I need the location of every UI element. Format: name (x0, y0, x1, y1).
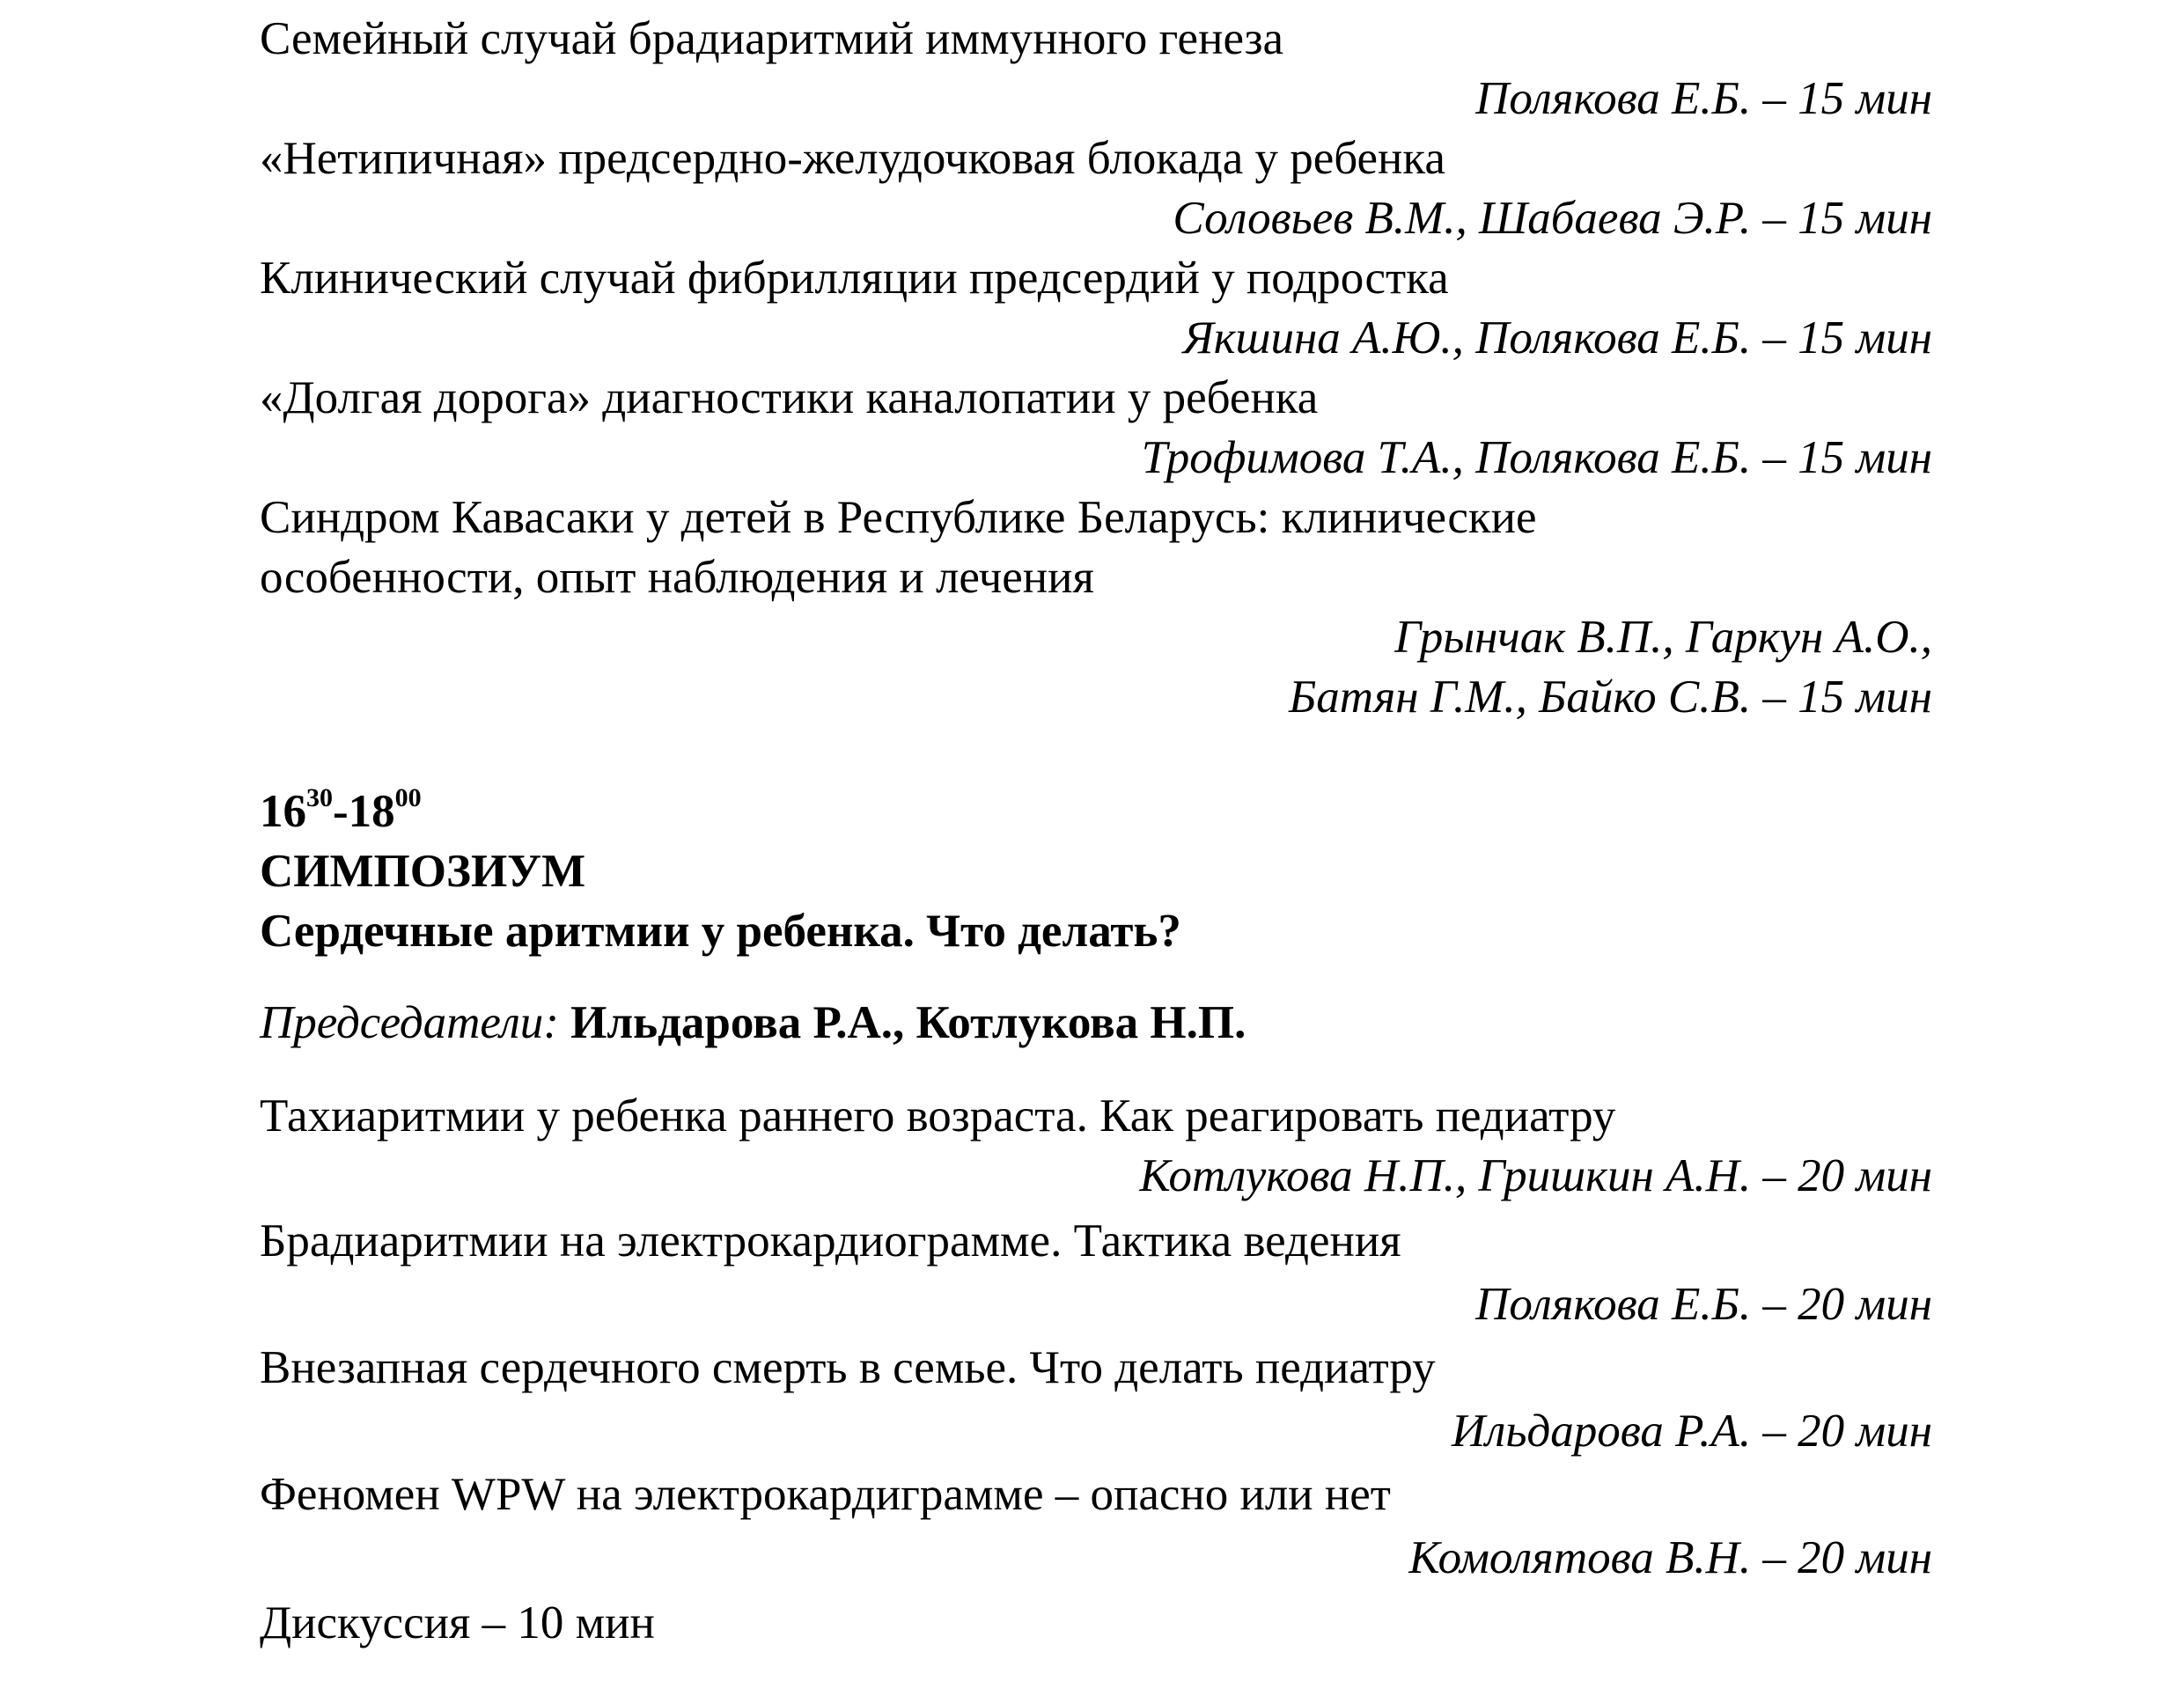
symposium-type: СИМПОЗИУМ (260, 846, 586, 897)
talk-title: Клинический случай фибрилляции предсердий у подростка (260, 253, 1449, 304)
talk-authors: Котлукова Н.П., Гришкин А.Н. – 20 мин (1139, 1150, 1932, 1201)
talk-authors: Комолятова В.Н. – 20 мин (1408, 1532, 1932, 1583)
talk-authors-line2: Батян Г.М., Байко С.В. – 15 мин (1288, 672, 1932, 723)
time-start-min: 30 (306, 783, 333, 813)
discussion: Дискуссия – 10 мин (260, 1597, 655, 1648)
talk-title: Брадиаритмии на электрокардиограмме. Тактика ведения (260, 1215, 1401, 1266)
talk-authors: Полякова Е.Б. – 15 мин (1475, 73, 1932, 124)
talk-title: Внезапная сердечного смерть в семье. Что делать педиатру (260, 1342, 1436, 1393)
talk-title: Тахиаритмии у ребенка раннего возраста. Как реагировать педиатру (260, 1090, 1616, 1142)
time-end-min: 00 (394, 783, 422, 813)
talk-authors: Ильдарова Р.А. – 20 мин (1451, 1406, 1932, 1457)
time-start-hour: 16 (260, 786, 306, 837)
program-page (260, 0, 1932, 1696)
talk-authors: Полякова Е.Б. – 20 мин (1475, 1279, 1932, 1330)
talk-title-line2: особенности, опыт наблюдения и лечения (260, 552, 1094, 603)
talk-authors: Якшина А.Ю., Полякова Е.Б. – 15 мин (1182, 312, 1932, 363)
chairs-names: Ильдарова Р.А., Котлукова Н.П. (570, 997, 1246, 1048)
talk-title-line1: Синдром Кавасаки у детей в Республике Беларусь: клинические (260, 492, 1537, 543)
chairs-label: Председатели: (260, 997, 559, 1048)
time-end-hour: 18 (348, 786, 395, 837)
talk-title: «Нетипичная» предсердно-желудочковая блокада у ребенка (260, 133, 1445, 184)
talk-authors-line1: Грынчак В.П., Гаркун А.О., (1394, 612, 1932, 663)
talk-title: Семейный случай брадиаритмий иммунного генеза (260, 13, 1284, 64)
talk-title: «Долгая дорога» диагностики каналопатии у ребенка (260, 372, 1319, 423)
symposium-chairs (260, 995, 1246, 1051)
symposium-title: Сердечные аритмии у ребенка. Что делать? (260, 906, 1181, 957)
time-separator: - (333, 786, 349, 837)
symposium-time (260, 783, 422, 840)
talk-authors: Соловьев В.М., Шабаева Э.Р. – 15 мин (1173, 193, 1932, 244)
talk-authors: Трофимова Т.А., Полякова Е.Б. – 15 мин (1141, 432, 1932, 483)
talk-title: Феномен WPW на электрокардиграмме – опасно или нет (260, 1469, 1391, 1520)
